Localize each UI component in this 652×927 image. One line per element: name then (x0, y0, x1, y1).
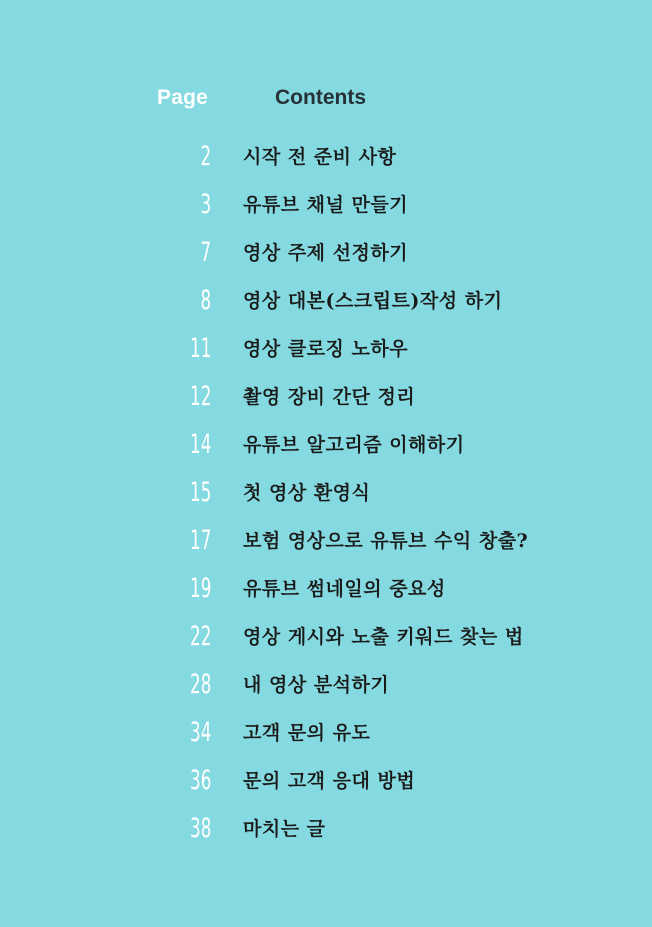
page-column-header: Page (157, 86, 208, 109)
toc-title: 촬영 장비 간단 정리 (243, 386, 416, 408)
toc-title: 마치는 글 (243, 818, 326, 840)
toc-item[interactable] (0, 328, 652, 376)
toc-page-number: 34 (189, 717, 211, 748)
toc-title: 보험 영상으로 유튜브 수익 창출? (243, 530, 529, 552)
toc-title: 첫 영상 환영식 (243, 482, 371, 504)
toc-page-number: 19 (189, 573, 211, 604)
toc-page-number: 14 (189, 429, 211, 460)
toc-title: 영상 클로징 노하우 (243, 338, 409, 360)
toc-item[interactable] (0, 136, 652, 184)
toc-item[interactable] (0, 808, 652, 856)
toc-title: 영상 대본(스크립트)작성 하기 (243, 290, 503, 312)
toc-title: 영상 게시와 노출 키워드 찾는 법 (243, 626, 524, 648)
toc-title: 시작 전 준비 사항 (243, 146, 397, 168)
toc-item[interactable] (0, 712, 652, 760)
toc-page-number: 12 (189, 381, 211, 412)
toc-title: 유튜브 알고리즘 이해하기 (243, 434, 465, 456)
toc-item[interactable] (0, 376, 652, 424)
toc-page-number: 3 (200, 189, 211, 220)
toc-item[interactable] (0, 472, 652, 520)
toc-page-number: 11 (189, 333, 211, 364)
toc-item[interactable] (0, 616, 652, 664)
toc-page-number: 15 (189, 477, 211, 508)
toc-item[interactable] (0, 232, 652, 280)
toc-page-number: 17 (189, 525, 211, 556)
toc-item[interactable] (0, 280, 652, 328)
toc-item[interactable] (0, 664, 652, 712)
table-of-contents (0, 136, 652, 856)
toc-item[interactable] (0, 760, 652, 808)
contents-column-header: Contents (275, 86, 366, 109)
toc-title: 영상 주제 선정하기 (243, 242, 409, 264)
toc-page-number: 28 (189, 669, 211, 700)
toc-item[interactable] (0, 184, 652, 232)
toc-item[interactable] (0, 568, 652, 616)
toc-title: 유튜브 채널 만들기 (243, 194, 409, 216)
toc-item[interactable] (0, 520, 652, 568)
toc-title: 유튜브 썸네일의 중요성 (243, 578, 446, 600)
toc-page-number: 7 (200, 237, 211, 268)
toc-item[interactable] (0, 424, 652, 472)
toc-title: 내 영상 분석하기 (243, 674, 390, 696)
toc-page-number: 8 (200, 285, 211, 316)
toc-title: 문의 고객 응대 방법 (243, 770, 416, 792)
toc-page-number: 36 (189, 765, 211, 796)
toc-title: 고객 문의 유도 (243, 722, 371, 744)
toc-page-number: 22 (189, 621, 211, 652)
toc-page-number: 2 (200, 141, 211, 172)
toc-page-number: 38 (189, 813, 211, 844)
